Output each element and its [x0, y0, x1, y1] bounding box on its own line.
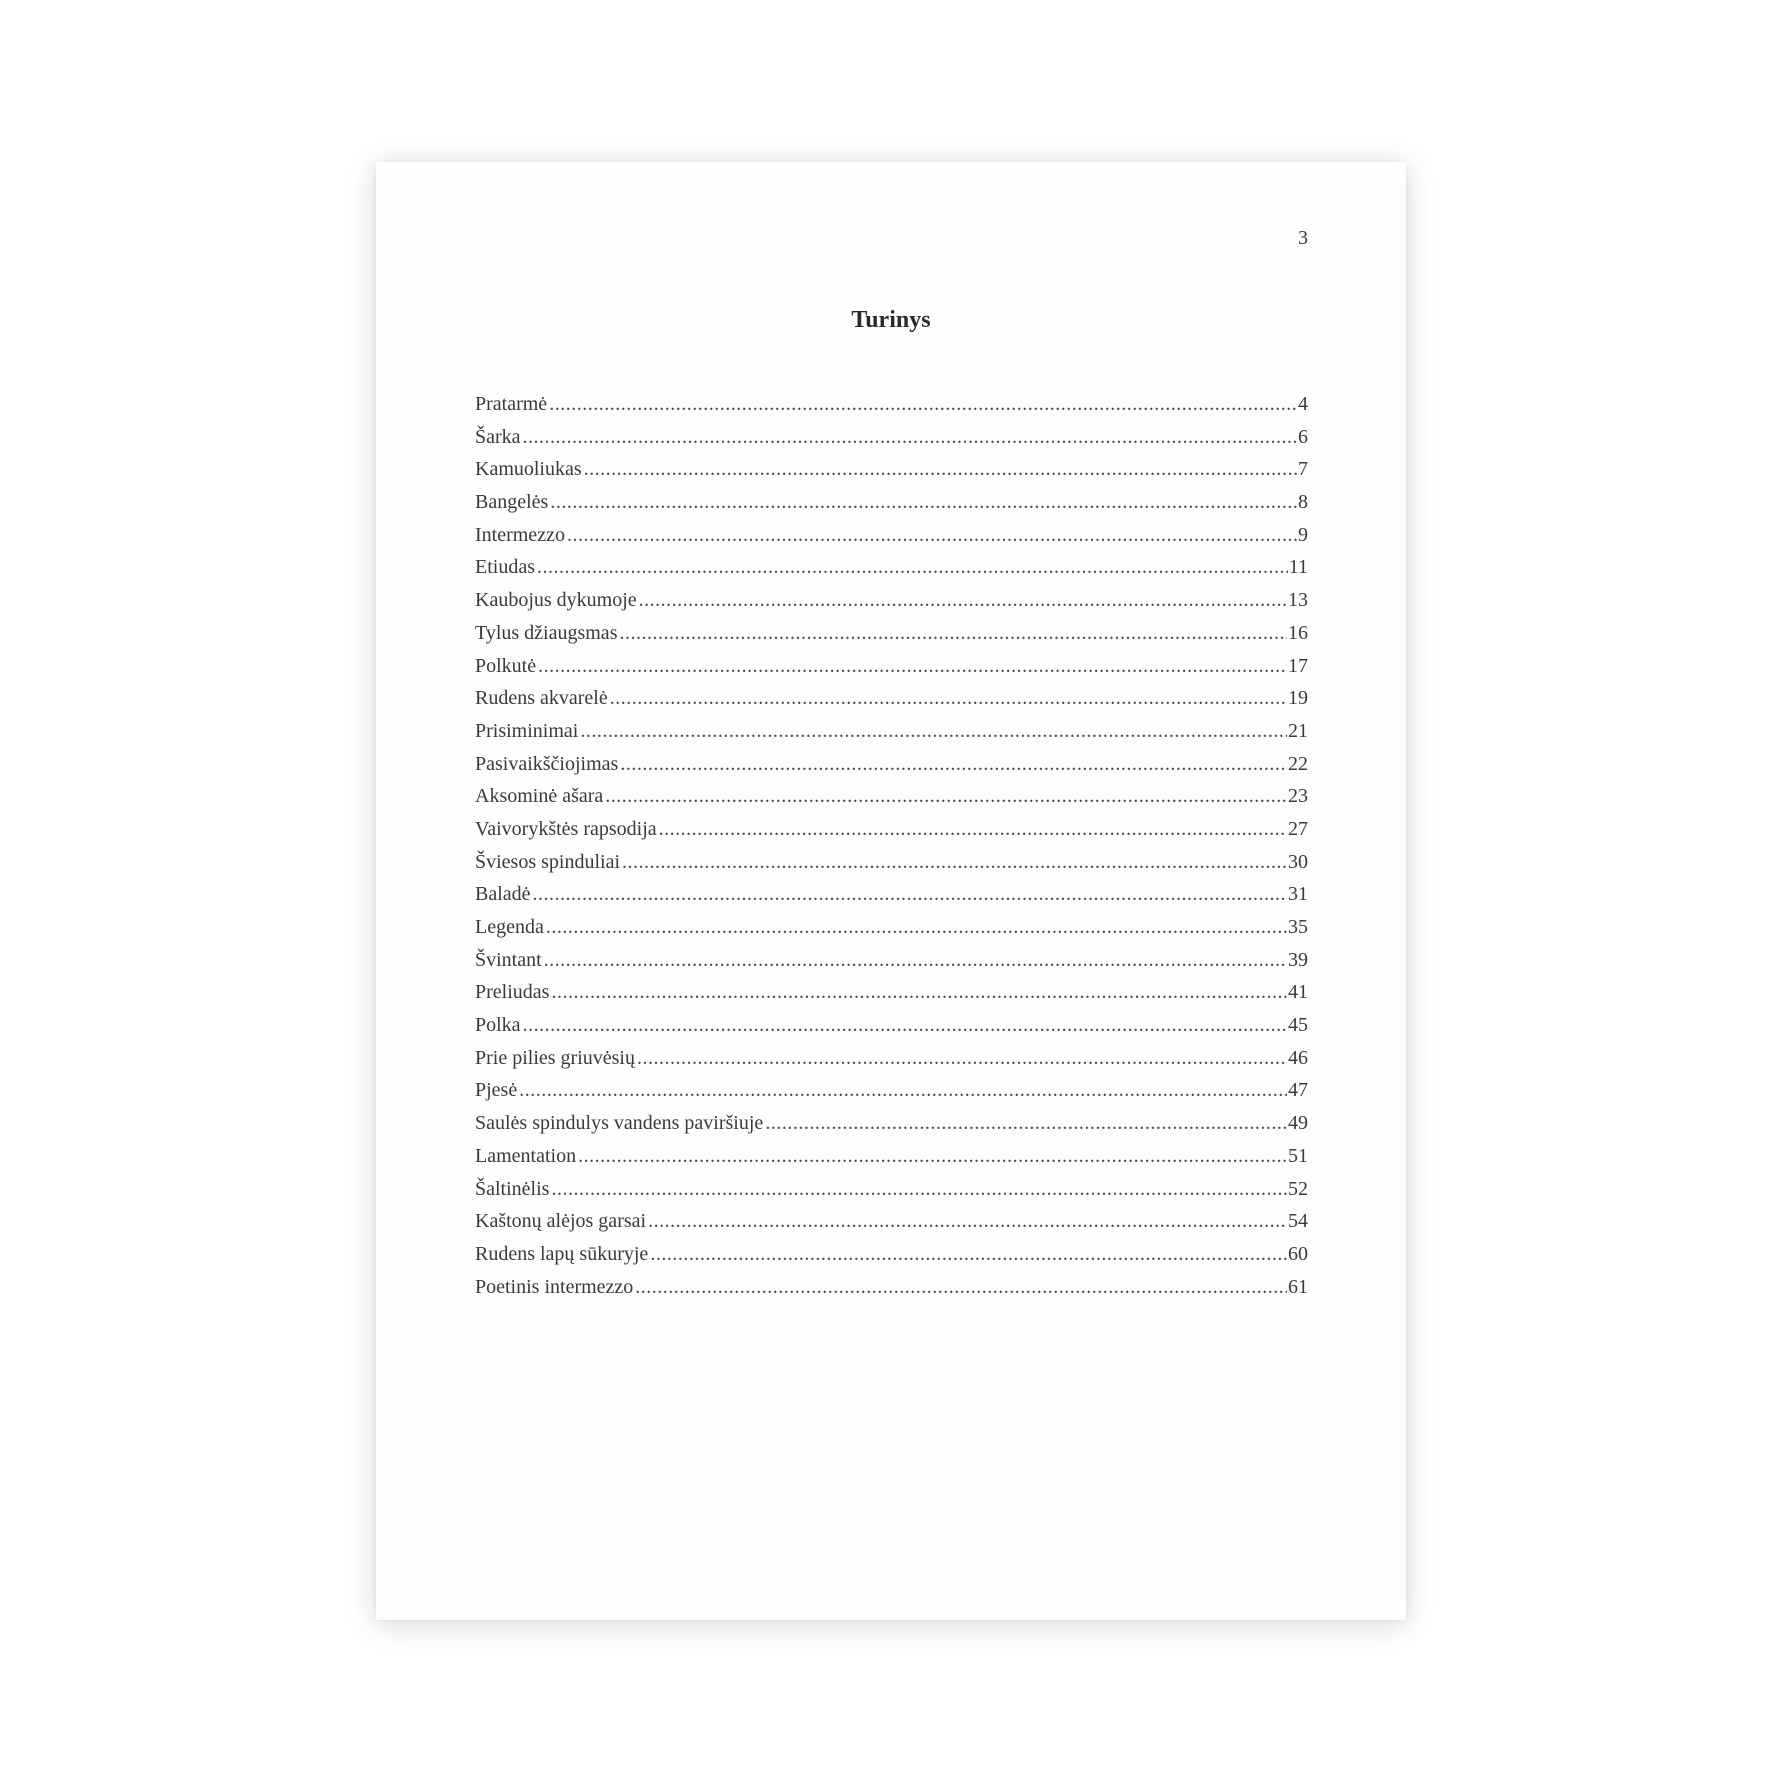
toc-entry-page: 8 — [1298, 491, 1308, 514]
toc-dot-leader — [584, 453, 1297, 486]
toc-entry-title: Šviesos spinduliai — [475, 850, 621, 873]
toc-dot-leader — [551, 976, 1287, 1009]
toc-entry-title: Rudens akvarelė — [475, 687, 608, 710]
toc-entry-page: 23 — [1288, 785, 1308, 808]
toc-entry-title: Polkutė — [475, 654, 537, 677]
toc-dot-leader — [637, 1042, 1287, 1075]
toc-entry-page: 13 — [1288, 589, 1308, 612]
toc-entry-title: Tylus džiaugsmas — [475, 621, 618, 644]
toc-entry — [475, 780, 1308, 813]
toc-entry-page: 9 — [1298, 523, 1308, 546]
toc-entry-title: Poetinis intermezzo — [475, 1275, 634, 1298]
toc-entry-title: Kaštonų alėjos garsai — [475, 1210, 647, 1233]
toc-entry — [475, 976, 1308, 1009]
toc-entry-page: 17 — [1288, 654, 1308, 677]
toc-dot-leader — [622, 846, 1287, 879]
toc-entry — [475, 421, 1308, 454]
toc-dot-leader — [544, 944, 1287, 977]
toc-entry-page: 49 — [1288, 1112, 1308, 1135]
toc-entry-page: 47 — [1288, 1079, 1308, 1102]
toc-entry — [475, 1107, 1308, 1140]
toc-entry — [475, 1173, 1308, 1206]
toc-dot-leader — [538, 650, 1287, 683]
toc-dot-leader — [523, 421, 1297, 454]
toc-entry — [475, 650, 1308, 683]
toc-entry-title: Intermezzo — [475, 523, 565, 546]
toc-entry-title: Šaltinėlis — [475, 1177, 550, 1200]
toc-entry-page: 60 — [1288, 1242, 1308, 1265]
toc-dot-leader — [650, 1238, 1287, 1271]
toc-entry-title: Vaivorykštės rapsodija — [475, 817, 657, 840]
toc-entry — [475, 1074, 1308, 1107]
toc-entry-page: 16 — [1288, 621, 1308, 644]
toc-entry-title: Kaubojus dykumoje — [475, 589, 637, 612]
toc-dot-leader — [578, 1140, 1287, 1173]
toc-dot-leader — [550, 486, 1297, 519]
toc-entry — [475, 846, 1308, 879]
toc-entry-title: Kamuoliukas — [475, 458, 582, 481]
toc-entry-title: Legenda — [475, 916, 544, 938]
toc-entry-page: 11 — [1288, 556, 1308, 579]
toc-dot-leader — [659, 813, 1287, 846]
toc-entry — [475, 911, 1308, 944]
toc-entry-title: Švintant — [475, 948, 542, 971]
toc-entry-title: Prisiminimai — [475, 719, 579, 742]
toc-entry-title: Lamentation — [475, 1144, 577, 1167]
toc-dot-leader — [523, 1009, 1287, 1042]
toc-entry-page: 22 — [1288, 752, 1308, 775]
toc-entry-page: 27 — [1288, 817, 1308, 840]
toc-entry-title: Pasivaikščiojimas — [475, 752, 619, 775]
toc-entry-title: Polka — [475, 1014, 521, 1037]
toc-entry-title: Baladė — [475, 883, 531, 906]
toc-entry-title: Etiudas — [475, 556, 535, 579]
toc-entry-page: 51 — [1288, 1144, 1308, 1167]
toc-entry — [475, 388, 1308, 421]
toc-dot-leader — [533, 878, 1287, 911]
toc-dot-leader — [546, 911, 1287, 944]
toc-entry-page: 45 — [1288, 1014, 1308, 1037]
toc-entry-page: 46 — [1288, 1046, 1308, 1069]
toc-entry — [475, 715, 1308, 748]
toc-entry-page: 31 — [1288, 883, 1308, 906]
toc-entry-title: Saulės spindulys vandens paviršiuje — [475, 1112, 764, 1135]
toc-entry — [475, 617, 1308, 650]
toc-entry-page: 6 — [1298, 425, 1308, 448]
toc-entry-page: 35 — [1288, 916, 1308, 938]
toc-entry — [475, 1205, 1308, 1238]
toc-entry-title: Pjesė — [475, 1079, 518, 1102]
toc-entry-title: Pratarmė — [475, 393, 548, 415]
toc-entry-title: Aksominė ašara — [475, 785, 604, 808]
toc-entry — [475, 682, 1308, 715]
toc-entry-title: Prie pilies griuvėsių — [475, 1046, 635, 1069]
toc-entry — [475, 551, 1308, 584]
toc-entry — [475, 944, 1308, 977]
toc-dot-leader — [605, 780, 1287, 813]
toc-entry-page: 21 — [1288, 719, 1308, 742]
toc-entry — [475, 1140, 1308, 1173]
toc-dot-leader — [567, 519, 1297, 552]
toc-entry — [475, 1271, 1308, 1304]
toc-entry — [475, 1238, 1308, 1271]
toc-dot-leader — [580, 715, 1287, 748]
toc-dot-leader — [537, 551, 1288, 584]
toc-entry — [475, 813, 1308, 846]
toc-dot-leader — [549, 388, 1297, 421]
toc-entry-page: 54 — [1288, 1210, 1308, 1233]
toc-entry-title: Šarka — [475, 425, 521, 448]
toc-dot-leader — [635, 1271, 1287, 1304]
page-number: 3 — [1298, 227, 1308, 249]
toc-entry-title: Rudens lapų sūkuryje — [475, 1242, 649, 1265]
toc-entry-page: 4 — [1298, 393, 1308, 415]
toc-dot-leader — [619, 617, 1287, 650]
toc-entry-page: 41 — [1288, 981, 1308, 1004]
toc-entry-page: 7 — [1298, 458, 1308, 481]
toc-entry — [475, 453, 1308, 486]
toc-dot-leader — [639, 584, 1287, 617]
toc-dot-leader — [551, 1173, 1287, 1206]
toc-entry — [475, 878, 1308, 911]
toc-entry-page: 61 — [1288, 1275, 1308, 1298]
toc-dot-leader — [648, 1205, 1287, 1238]
toc-entry-title: Preliudas — [475, 981, 550, 1004]
toc-title: Turinys — [851, 307, 931, 333]
document-page — [376, 162, 1406, 1620]
toc-entry — [475, 1009, 1308, 1042]
toc-entry-page: 30 — [1288, 850, 1308, 873]
toc-dot-leader — [610, 682, 1287, 715]
toc-dot-leader — [519, 1074, 1287, 1107]
toc-entry-page: 39 — [1288, 948, 1308, 971]
toc-entry — [475, 519, 1308, 552]
toc-entry — [475, 1042, 1308, 1075]
toc-dot-leader — [765, 1107, 1287, 1140]
toc-entry — [475, 584, 1308, 617]
toc-entry — [475, 748, 1308, 781]
toc-dot-leader — [620, 748, 1287, 781]
table-of-contents — [475, 388, 1308, 1303]
toc-entry-page: 52 — [1288, 1177, 1308, 1200]
toc-entry-page: 19 — [1288, 687, 1308, 710]
toc-entry-title: Bangelės — [475, 491, 549, 514]
toc-entry — [475, 486, 1308, 519]
